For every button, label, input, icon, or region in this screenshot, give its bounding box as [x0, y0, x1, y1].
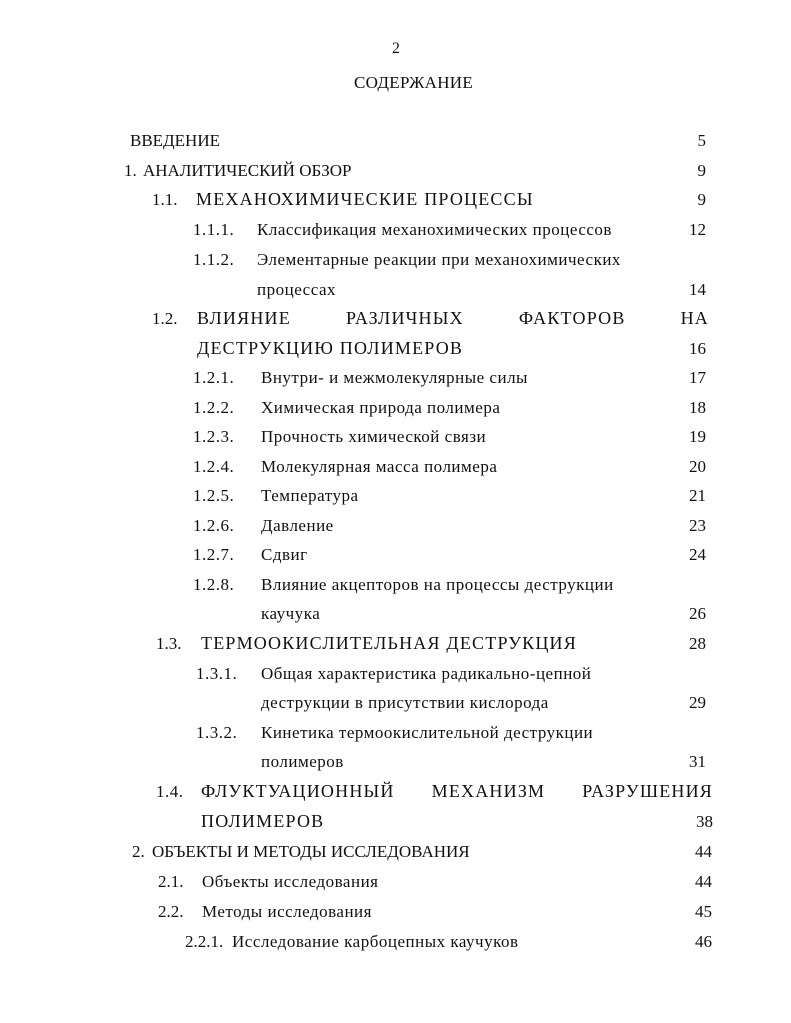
- toc-page: 24: [689, 545, 706, 564]
- toc-number: 1.3.: [156, 634, 182, 653]
- toc-page: 46: [695, 932, 712, 951]
- toc-number: 1.2.7.: [193, 545, 235, 564]
- toc-page: 14: [689, 280, 706, 299]
- toc-number: 1.2.6.: [193, 516, 235, 535]
- toc-page: 20: [689, 457, 706, 476]
- toc-number: 2.1.: [158, 872, 184, 891]
- toc-title: Методы исследования: [202, 902, 372, 921]
- toc-title: Объекты исследования: [202, 872, 379, 891]
- toc-title-continued: каучука: [261, 604, 321, 623]
- toc-number: 1.2.3.: [193, 427, 235, 446]
- toc-title-word: ФЛУКТУАЦИОННЫЙ: [201, 781, 395, 801]
- toc-number: 1.4.: [156, 782, 184, 801]
- toc-title: [201, 781, 713, 802]
- toc-number: 1.2.4.: [193, 457, 235, 476]
- toc-title: ТЕРМООКИСЛИТЕЛЬНАЯ ДЕСТРУКЦИЯ: [201, 633, 577, 653]
- toc-page: 16: [689, 339, 706, 358]
- toc-title: Химическая природа полимера: [261, 398, 501, 417]
- toc-page: 29: [689, 693, 706, 712]
- toc-page: 17: [689, 368, 706, 387]
- toc-title-word: РАЗРУШЕНИЯ: [582, 781, 713, 801]
- toc-title: Температура: [261, 486, 359, 505]
- toc-number: 1.3.1.: [196, 664, 238, 683]
- toc-title-word: ФАКТОРОВ: [518, 308, 626, 328]
- toc-number: 1.2.: [152, 309, 178, 328]
- toc-number: 1.2.5.: [193, 486, 235, 505]
- toc-title-continued: деструкции в присутствии кислорода: [261, 693, 549, 712]
- toc-title-continued: полимеров: [261, 752, 344, 771]
- toc-title: Исследование карбоцепных каучуков: [232, 932, 519, 951]
- toc-title-word: ВЛИЯНИЕ: [197, 308, 291, 328]
- toc-title: [197, 308, 709, 329]
- toc-page: 44: [695, 842, 712, 861]
- toc-page: 31: [689, 752, 706, 771]
- toc-page: 9: [697, 161, 706, 180]
- toc-title: Кинетика термоокислительной деструкции: [261, 723, 594, 742]
- toc-page: 18: [689, 398, 706, 417]
- toc-page: 12: [689, 220, 706, 239]
- toc-title: Внутри- и межмолекулярные силы: [261, 368, 528, 387]
- toc-title: ОБЪЕКТЫ И МЕТОДЫ ИССЛЕДОВАНИЯ: [152, 842, 470, 861]
- page-number: 2: [392, 40, 400, 57]
- toc-title: Общая характеристика радикально-цепной: [261, 664, 592, 683]
- toc-number: 1.2.8.: [193, 575, 235, 594]
- toc-page: 23: [689, 516, 706, 535]
- toc-title-continued: ДЕСТРУКЦИЮ ПОЛИМЕРОВ: [197, 338, 464, 358]
- toc-page: 26: [689, 604, 706, 623]
- toc-title: Давление: [261, 516, 334, 535]
- toc-title: Молекулярная масса полимера: [261, 457, 498, 476]
- toc-page: 28: [689, 634, 706, 653]
- toc-page: 9: [697, 190, 706, 209]
- toc-number: 1.1.: [152, 190, 178, 209]
- toc-title-word: РАЗЛИЧНЫХ: [345, 308, 464, 328]
- toc-title: Элементарные реакции при механохимических: [257, 250, 621, 269]
- toc-number: 2.2.: [158, 902, 184, 921]
- toc-number: 1.2.2.: [193, 398, 235, 417]
- toc-page: 5: [697, 131, 706, 150]
- page-title: СОДЕРЖАНИЕ: [354, 73, 474, 92]
- toc-number: 1.1.1.: [193, 220, 235, 239]
- toc-number: 1.2.1.: [193, 368, 235, 387]
- toc-title-introduction: ВВЕДЕНИЕ: [130, 131, 220, 150]
- toc-title: МЕХАНОХИМИЧЕСКИЕ ПРОЦЕССЫ: [196, 189, 534, 209]
- toc-title-word: МЕХАНИЗМ: [431, 781, 546, 801]
- toc-page: 45: [695, 902, 712, 921]
- toc-page: 21: [689, 486, 706, 505]
- toc-title-word: НА: [680, 308, 709, 328]
- toc-title: Сдвиг: [261, 545, 308, 564]
- toc-page: 19: [689, 427, 706, 446]
- toc-title-continued: процессах: [257, 280, 337, 299]
- toc-title-continued: ПОЛИМЕРОВ: [201, 811, 325, 831]
- toc-number: 1.3.2.: [196, 723, 238, 742]
- toc-title: Прочность химической связи: [261, 427, 487, 446]
- toc-title: Влияние акцепторов на процессы деструкции: [261, 575, 614, 594]
- toc-page: 38: [696, 812, 713, 831]
- toc-number: 2.: [132, 842, 145, 861]
- toc-number: 1.1.2.: [193, 250, 235, 269]
- toc-number: 1.: [124, 161, 137, 180]
- toc-page: 44: [695, 872, 712, 891]
- toc-title: Классификация механохимических процессов: [257, 220, 612, 239]
- toc-number: 2.2.1.: [185, 932, 224, 951]
- toc-title: АНАЛИТИЧЕСКИЙ ОБЗОР: [143, 161, 352, 180]
